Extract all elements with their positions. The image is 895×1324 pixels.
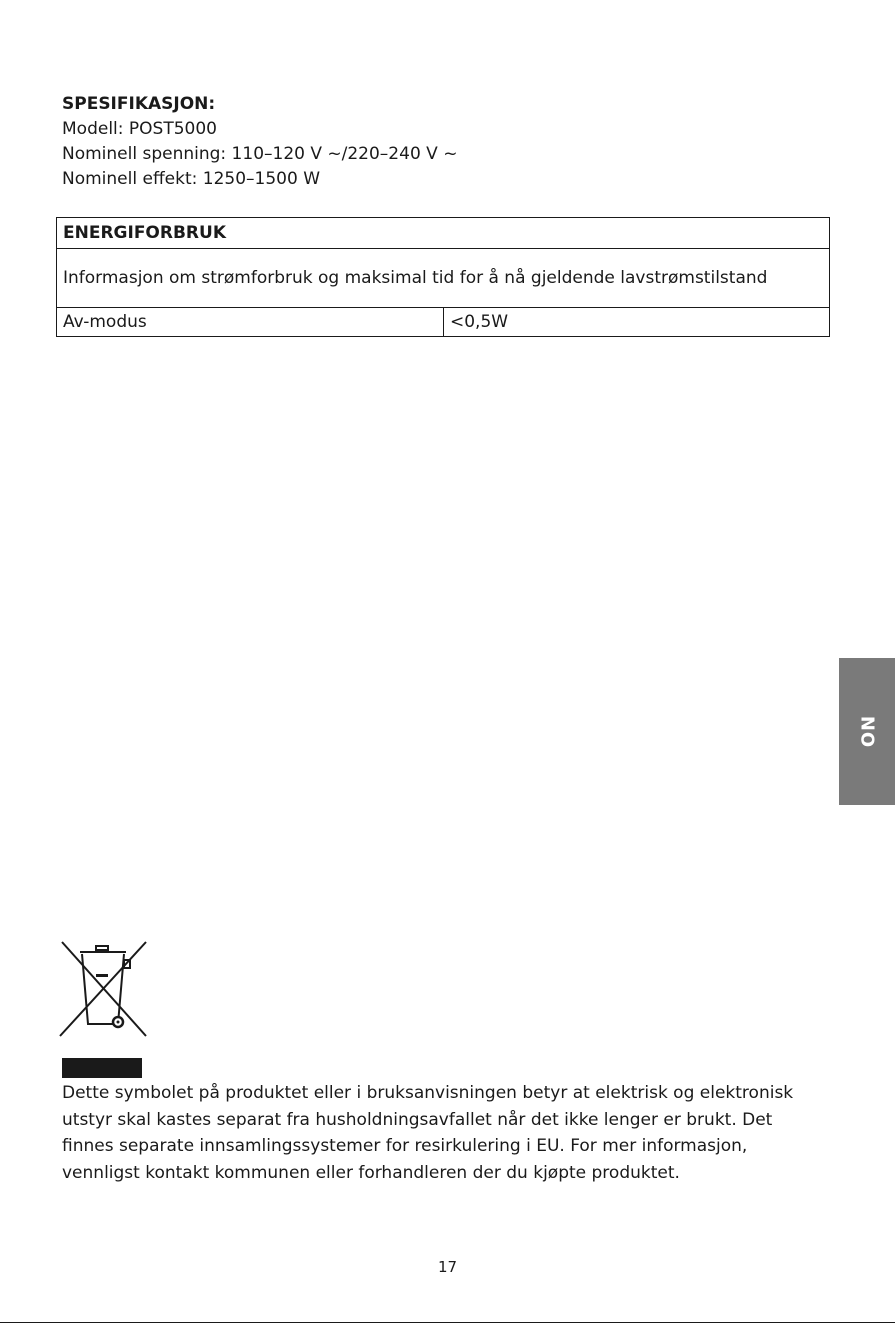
energy-table-info: Informasjon om strømforbruk og maksimal tid for å nå gjeldende lavstrømstilstand [57, 249, 830, 308]
nominal-voltage-line: Nominell spenning: 110–120 V ~/220–240 V ~ [62, 144, 458, 164]
disposal-line: vennligst kontakt kommunen eller forhandleren der du kjøpte produktet. [62, 1162, 680, 1183]
disposal-line: finnes separate innsamlingssystemer for resirkulering i EU. For mer informasjon, [62, 1136, 748, 1156]
language-code: NO [856, 715, 878, 748]
crossed-out-wheelie-bin-icon [54, 938, 152, 1038]
energy-consumption-table [56, 217, 830, 337]
page-number: 17 [437, 1258, 458, 1276]
specification-section [62, 92, 457, 192]
separate-collection-bar [62, 1058, 142, 1078]
energy-table-header: ENERGIFORBRUK [57, 218, 830, 249]
specification-title: SPESIFIKASJON: [62, 94, 216, 114]
model-line: Modell: POST5000 [62, 119, 217, 139]
disposal-line: Dette symbolet på produktet eller i bruksanvisningen betyr at elektrisk og elektronisk [62, 1083, 794, 1103]
off-mode-label: Av-modus [57, 308, 444, 337]
table-row [57, 308, 830, 337]
bottom-rule [0, 1322, 895, 1323]
language-side-tab [839, 658, 895, 805]
off-mode-value: <0,5W [444, 308, 830, 337]
disposal-line: utstyr skal kastes separat fra husholdningsavfallet når det ikke lenger er brukt. Det [62, 1109, 773, 1130]
nominal-power-line: Nominell effekt: 1250–1500 W [62, 169, 320, 189]
disposal-notice [62, 1080, 842, 1186]
